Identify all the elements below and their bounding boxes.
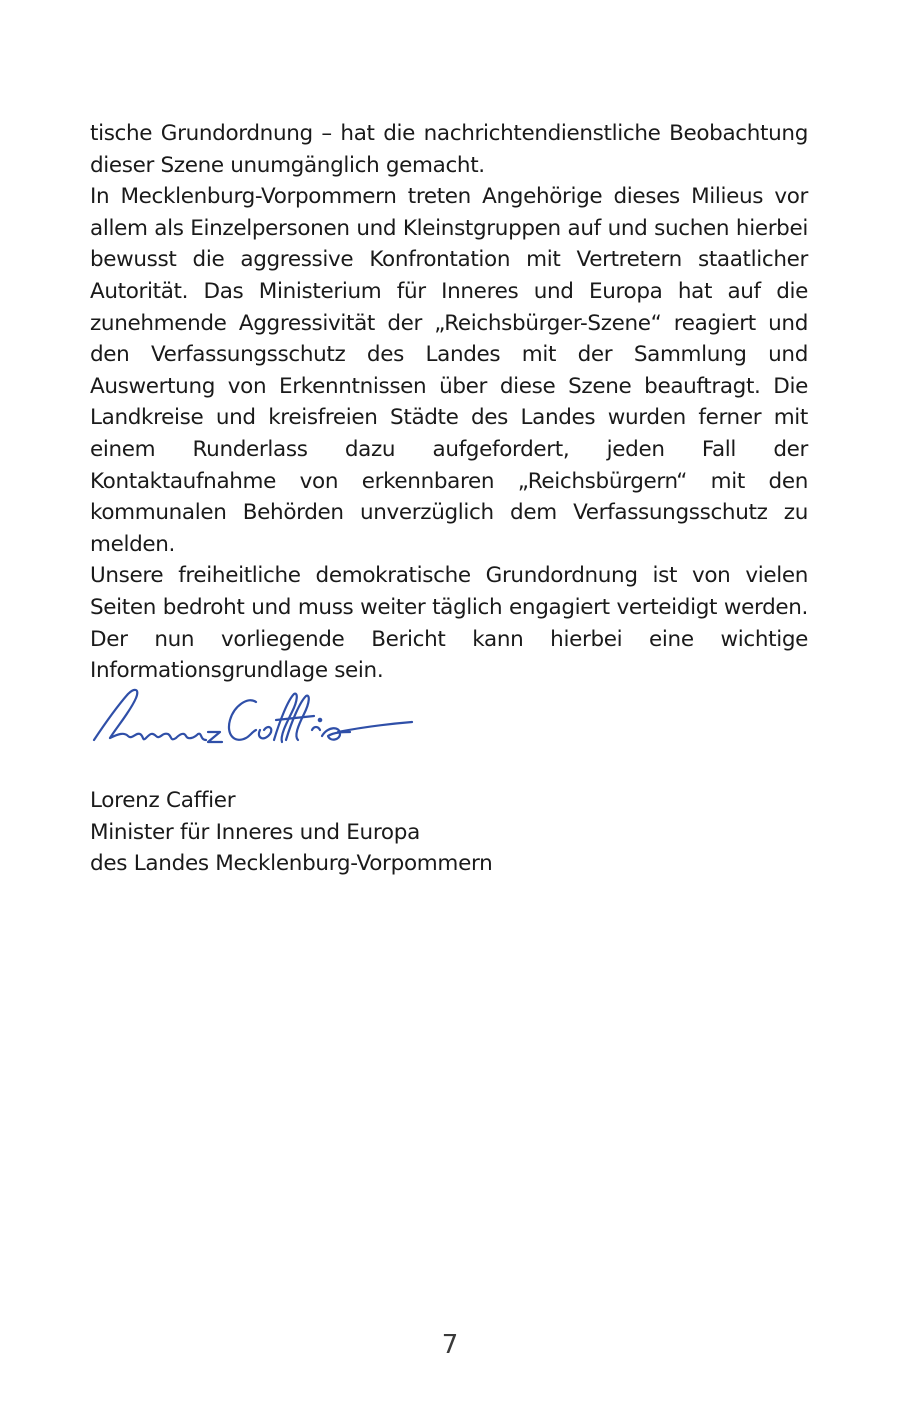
signer-block — [90, 785, 690, 880]
paragraph-1: tische Grundordnung – hat die nachrichtendienstliche Beobachtung dieser Szene unumgänglich gemacht. — [90, 121, 808, 178]
handwritten-signature — [88, 680, 418, 760]
page-number: 7 — [441, 1330, 459, 1360]
signer-organization: des Landes Mecklenburg-Vorpommern — [90, 851, 493, 877]
signer-name: Lorenz Caffier — [90, 788, 236, 813]
body-text — [90, 118, 808, 687]
signer-title: Minister für Inneres und Europa — [90, 819, 420, 845]
paragraph-3: Unsere freiheitliche demokratische Grundordnung ist von vielen Seiten bedroht und muss weiter täglich engagiert verteidigt werden. Der nun vorliegende Bericht kann hierbei eine wichtige Informationsgrundlage sein. — [90, 563, 808, 684]
paragraph-2: In Mecklenburg-Vorpommern treten Angehörige dieses Milieus vor allem als Einzelpersonen und Kleinstgruppen auf und suchen hierbei bewusst die aggressive Konfrontation mit Vertretern staatlicher Autorität. Das Ministerium für Inneres und Europa hat auf die zunehmende Aggressivität der „Reichsbürger-Szene“ reagiert und den Verfassungsschutz des Landes mit der Sammlung und Auswertung von Erkenntnissen über diese Szene beauftragt. Die Landkreise und kreisfreien Städte des Landes wurden ferner mit einem Runderlass dazu aufgefordert, jeden Fall der Kontaktaufnahme von erkennbaren „Reichsbürgern“ mit den kommunalen Behörden unverzüglich dem Verfassungsschutz zu melden. — [90, 184, 808, 557]
signature-icon — [88, 680, 418, 760]
